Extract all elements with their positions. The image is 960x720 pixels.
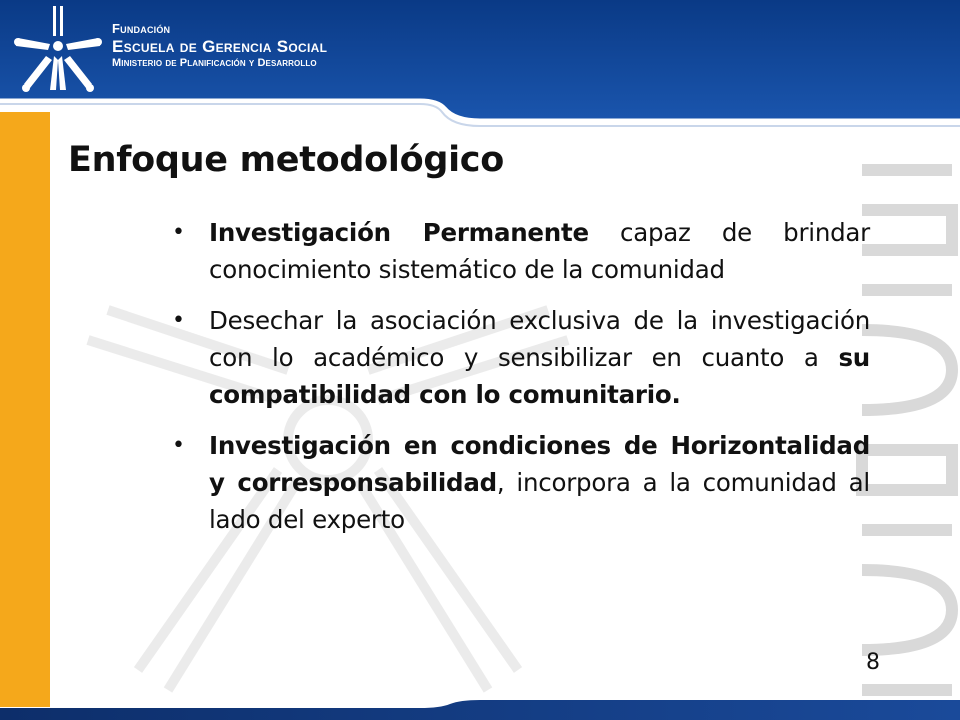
foundation-logo-icon bbox=[10, 4, 106, 96]
bullet-3-bold: Investigación en condiciones de Horizontalidad y corresponsabilidad bbox=[209, 431, 870, 497]
bullet-item-2 bbox=[172, 302, 870, 413]
slide-title: Enfoque metodológico bbox=[68, 140, 504, 180]
org-line-1: Fundación bbox=[112, 21, 171, 36]
bullet-dot-icon: • bbox=[172, 433, 185, 458]
bullet-item-3 bbox=[172, 427, 870, 538]
bullet-2-bold: su compatibilidad con lo comunitario. bbox=[209, 343, 870, 409]
bullet-1-bold: Investigación Permanente bbox=[209, 218, 589, 247]
bullet-list bbox=[172, 214, 870, 552]
bullet-1-text: capaz de brindar conocimiento sistemático de la comunidad bbox=[209, 218, 870, 284]
bullet-3-text: , incorpora a la comunidad al lado del experto bbox=[209, 468, 870, 534]
bullet-dot-icon: • bbox=[172, 308, 185, 333]
page-number: 8 bbox=[866, 650, 880, 675]
organization-name bbox=[112, 22, 327, 69]
footer-bar bbox=[0, 700, 960, 720]
org-line-3: Ministerio de Planificación y Desarrollo bbox=[112, 57, 317, 69]
bullet-2-text: Desechar la asociación exclusiva de la investigación con lo académico y sensibilizar en cuanto a bbox=[209, 306, 870, 372]
bullet-dot-icon: • bbox=[172, 220, 185, 245]
bullet-item-1 bbox=[172, 214, 870, 288]
org-line-2: Escuela de Gerencia Social bbox=[112, 37, 328, 56]
left-accent-bar bbox=[0, 112, 50, 707]
